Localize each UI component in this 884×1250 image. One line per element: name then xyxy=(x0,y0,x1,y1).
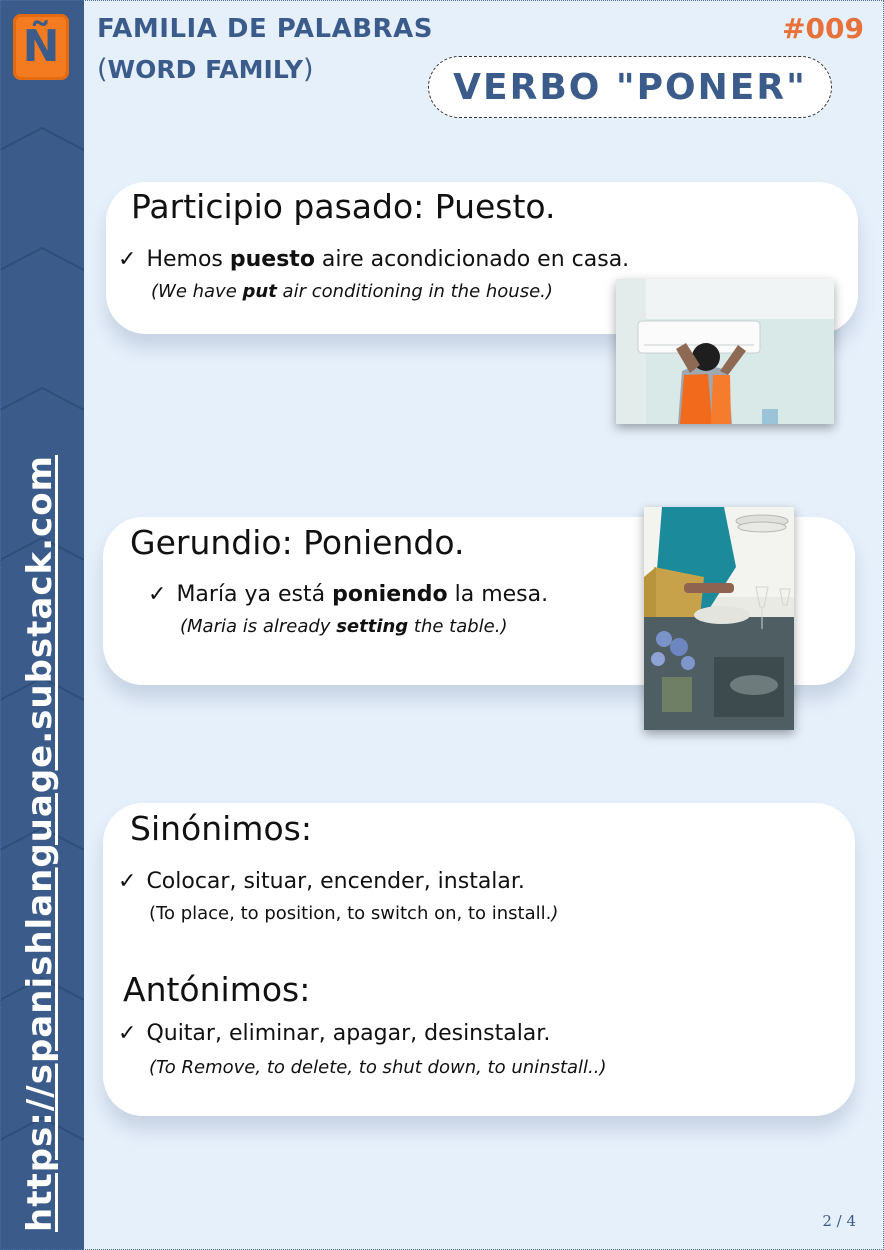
sidebar xyxy=(0,0,84,1250)
gerundio-translation xyxy=(180,616,508,637)
example-bold-word: puesto xyxy=(229,247,315,272)
translation-text: (To place, to position, to switch on, to install. xyxy=(149,903,552,924)
example-text: Hemos xyxy=(146,247,230,272)
example-text: María ya está xyxy=(176,582,333,607)
page-subtitle xyxy=(97,54,314,85)
subtitle-paren-open: ( xyxy=(97,54,108,85)
example-text: Quitar, eliminar, apagar, desinstalar. xyxy=(146,1021,551,1046)
participio-translation xyxy=(151,281,553,302)
translation-text: air conditioning in the house.) xyxy=(276,281,553,302)
example-bold-word: poniendo xyxy=(332,582,448,607)
page-title: FAMILIA DE PALABRAS xyxy=(97,14,433,44)
example-text: la mesa. xyxy=(447,582,549,607)
participio-heading: Participio pasado: Puesto. xyxy=(131,187,556,226)
page-number: 2 / 4 xyxy=(822,1212,856,1230)
setting-table-icon xyxy=(644,507,794,730)
antonimos-example xyxy=(118,1021,550,1046)
verb-badge: VERBO "PONER" xyxy=(428,56,832,118)
check-icon: ✓ xyxy=(118,869,137,894)
example-text: aire acondicionado en casa. xyxy=(314,247,630,272)
gerundio-heading: Gerundio: Poniendo. xyxy=(130,523,465,562)
check-icon: ✓ xyxy=(148,582,167,607)
brand-logo-icon: Ñ xyxy=(13,14,69,80)
antonimos-translation: (To Remove, to delete, to shut down, to uninstall..) xyxy=(149,1057,607,1078)
check-icon: ✓ xyxy=(118,1021,137,1046)
translation-bold-word: setting xyxy=(336,616,409,637)
translation-bold-word: put xyxy=(242,281,277,302)
translation-text: ) xyxy=(551,903,559,924)
translation-text: (We have xyxy=(151,281,243,302)
participio-example xyxy=(118,247,629,272)
subtitle-bold-text: WORD FAMILY xyxy=(107,55,303,84)
air-conditioner-installation-icon xyxy=(616,279,834,424)
sinonimos-heading: Sinónimos: xyxy=(130,809,312,848)
episode-number: #009 xyxy=(782,12,864,45)
translation-text: the table.) xyxy=(408,616,508,637)
sinonimos-translation xyxy=(149,903,558,924)
antonimos-heading: Antónimos: xyxy=(123,970,311,1009)
example-text: Colocar, situar, encender, instalar. xyxy=(146,869,525,894)
translation-text: (Maria is already xyxy=(180,616,337,637)
check-icon: ✓ xyxy=(118,247,137,272)
table-setting-photo xyxy=(644,507,794,730)
sinonimos-example xyxy=(118,869,525,894)
gerundio-example xyxy=(148,582,548,607)
air-conditioner-photo xyxy=(616,279,834,424)
substack-url-link[interactable]: https://spanishlanguage.substack.com xyxy=(20,455,60,1232)
subtitle-paren-close: ) xyxy=(302,54,314,85)
